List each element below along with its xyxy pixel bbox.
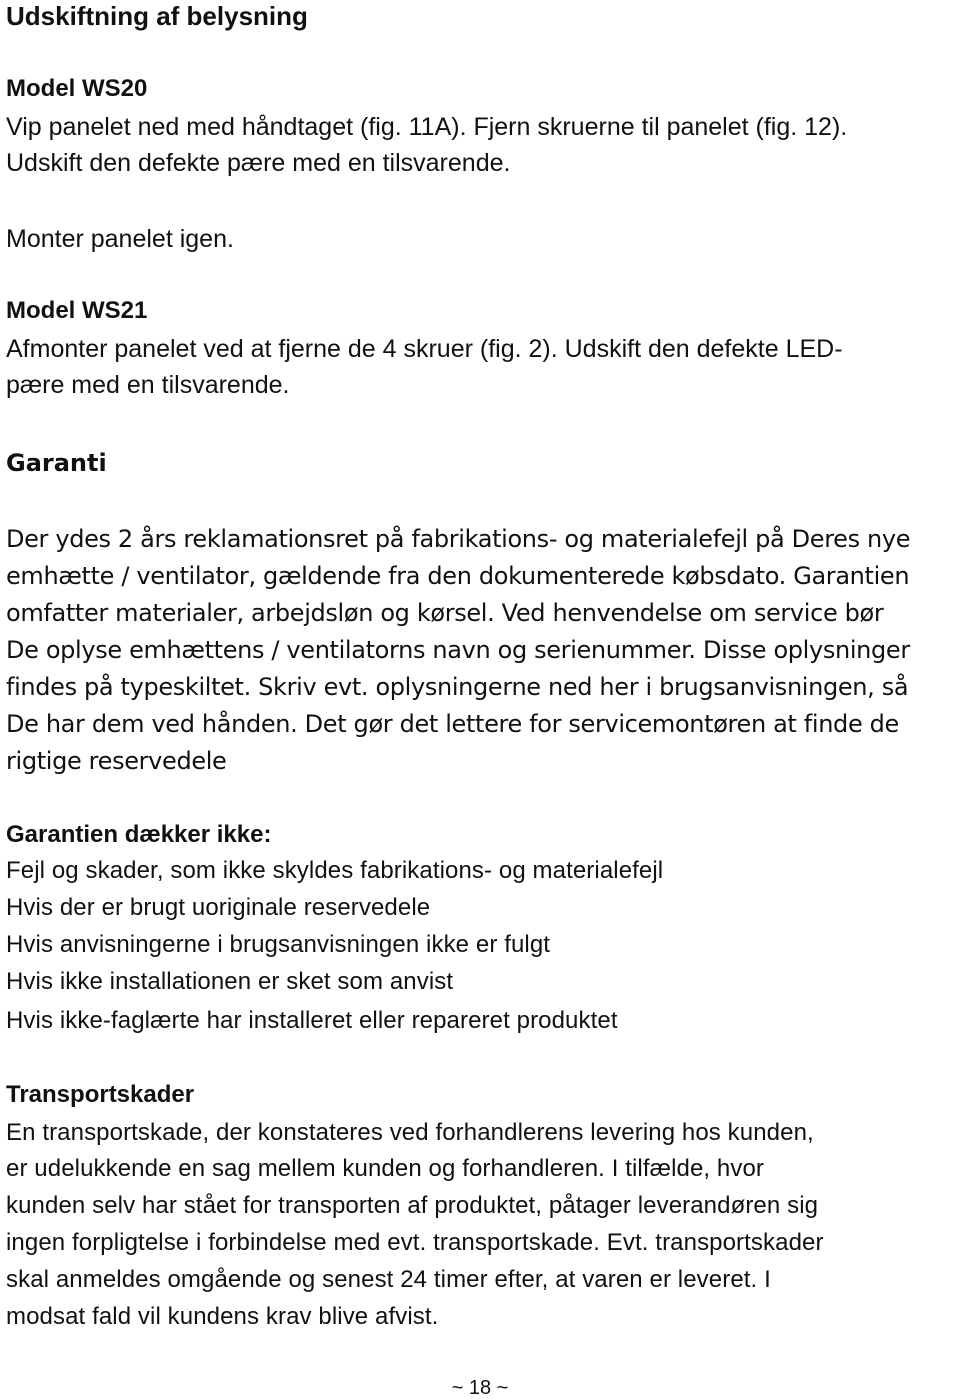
exclusion-item: Hvis der er brugt uoriginale reservedele [6, 894, 431, 921]
transport-line: kunden selv har stået for transporten af produktet, påtager leverandøren sig [6, 1192, 819, 1219]
ws21-line: pære med en tilsvarende. [6, 371, 290, 399]
transport-line: En transportskade, der konstateres ved forhandlerens levering hos kunden, [6, 1119, 814, 1146]
garanti-line: findes på typeskiltet. Skriv evt. oplysningerne ned her i brugsanvisningen, så [6, 673, 909, 701]
garanti-line: emhætte / ventilator, gældende fra den dokumenterede købsdato. Garantien [6, 562, 910, 590]
exclusions-heading: Garantien dækker ikke: [6, 821, 272, 848]
exclusion-item: Fejl og skader, som ikke skyldes fabrikations- og materialefejl [6, 857, 664, 884]
transport-line: modsat fald vil kundens krav blive afvist. [6, 1303, 439, 1330]
garanti-line: Der ydes 2 års reklamationsret på fabrikations- og materialefejl på Deres nye [6, 525, 911, 553]
ws20-line: Udskift den defekte pære med en tilsvarende. [6, 149, 511, 177]
exclusion-item: Hvis ikke installationen er sket som anvist [6, 968, 454, 995]
ws20-line: Vip panelet ned med håndtaget (fig. 11A). Fjern skruerne til panelet (fig. 12). [6, 113, 848, 141]
transport-line: ingen forpligtelse i forbindelse med evt. transportskade. Evt. transportskader [6, 1229, 824, 1256]
ws21-line: Afmonter panelet ved at fjerne de 4 skruer (fig. 2). Udskift den defekte LED- [6, 335, 843, 363]
garanti-heading: Garanti [6, 449, 107, 477]
transport-line: skal anmeldes omgående og senest 24 timer efter, at varen er leveret. I [6, 1266, 771, 1293]
page-title: Udskiftning af belysning [6, 1, 308, 31]
garanti-line: rigtige reservedele [6, 747, 227, 775]
exclusion-item: Hvis ikke-faglærte har installeret eller repareret produktet [6, 1007, 618, 1034]
garanti-line: De har dem ved hånden. Det gør det lettere for servicemontøren at finde de [6, 710, 899, 738]
page-number: ~ 18 ~ [451, 1377, 509, 1399]
model-ws21-heading: Model WS21 [6, 297, 148, 324]
garanti-line: omfatter materialer, arbejdsløn og kørsel. Ved henvendelse om service bør [6, 599, 884, 627]
model-ws20-heading: Model WS20 [6, 75, 148, 102]
exclusion-item: Hvis anvisningerne i brugsanvisningen ikke er fulgt [6, 931, 551, 958]
garanti-line: De oplyse emhættens / ventilatorns navn og serienummer. Disse oplysninger [6, 636, 910, 664]
ws20-line: Monter panelet igen. [6, 225, 234, 253]
transport-line: er udelukkende en sag mellem kunden og forhandleren. I tilfælde, hvor [6, 1155, 765, 1182]
transport-heading: Transportskader [6, 1081, 195, 1108]
